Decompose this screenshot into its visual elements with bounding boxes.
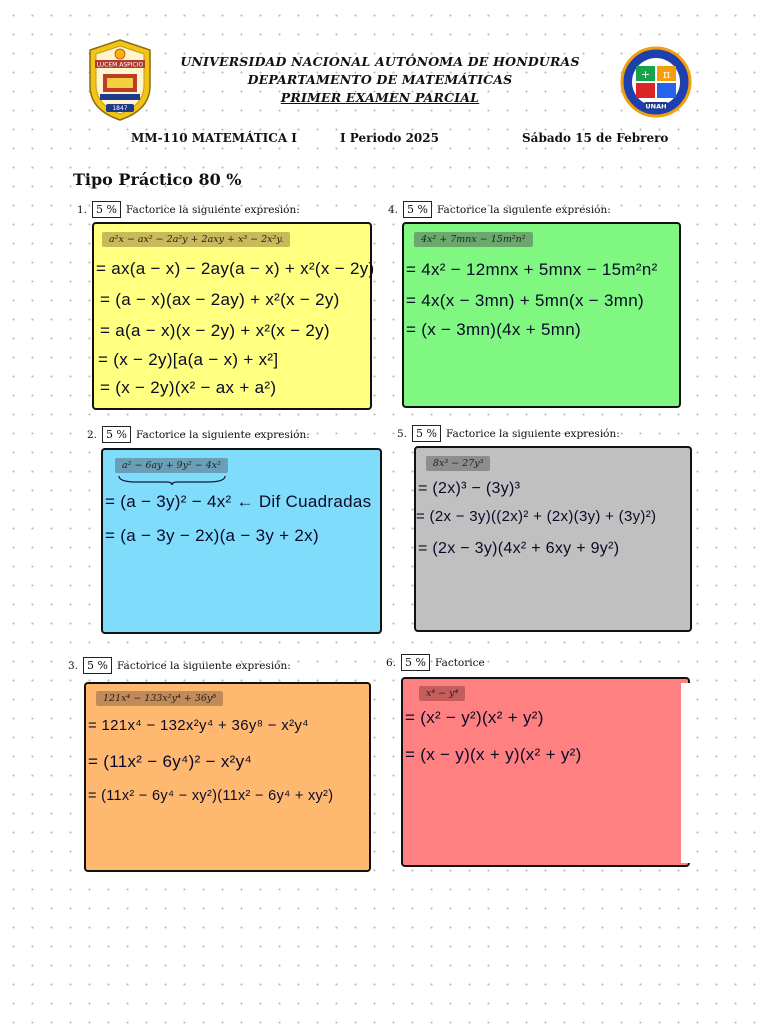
work-line: = (x − 3mn)(4x + 5mn)	[406, 320, 581, 339]
problem-4-header	[388, 201, 611, 218]
work-line: = (a − x)(ax − 2ay) + x²(x − 2y)	[100, 290, 340, 309]
problem-number: 3.	[68, 659, 79, 672]
work-line: = (11x² − 6y⁴ − xy²)(11x² − 6y⁴ + xy²)	[88, 788, 334, 804]
problem-5-header	[397, 425, 620, 442]
problem-expression: a²x − ax² − 2a²y + 2axy + x³ − 2x²y.	[102, 232, 290, 247]
department-name: DEPARTAMENTO DE MATEMÁTICAS	[247, 72, 513, 87]
work-line: = (a − 3y − 2x)(a − 3y + 2x)	[105, 526, 319, 545]
exam-date: Sábado 15 de Febrero	[522, 131, 669, 145]
faculty-seal-icon	[620, 46, 692, 118]
problem-number: 1.	[77, 203, 88, 216]
problem-number: 4.	[388, 203, 399, 216]
problem-prompt: Factorice la siguiente expresión:	[116, 659, 291, 672]
svg-text:1847: 1847	[112, 105, 128, 112]
exam-title: PRIMER EXAMEN PARCIAL	[280, 90, 480, 105]
work-line: = (2x − 3y)(4x² + 6xy + 9y²)	[418, 540, 620, 557]
work-line: = (x − 2y)[a(a − x) + x²]	[98, 350, 279, 369]
section-title: Tipo Práctico 80 %	[73, 170, 242, 189]
points-badge: 5 %	[83, 657, 112, 674]
work-line: = a(a − x)(x − 2y) + x²(x − 2y)	[100, 321, 330, 340]
work-line: = (2x)³ − (3y)³	[418, 480, 521, 497]
problem-2-header	[87, 426, 310, 443]
problem-expression: x⁴ − y⁴	[419, 686, 465, 701]
work-line: = 121x⁴ − 132x²y⁴ + 36y⁸ − x²y⁴	[88, 717, 309, 734]
problem-3-header	[68, 657, 291, 674]
problem-1-header	[77, 201, 300, 218]
problem-expression: 121x⁴ − 133x²y⁴ + 36y⁸	[96, 691, 223, 706]
course-code: MM-110 MATEMÁTICA I	[131, 131, 297, 145]
problem-prompt: Factorice la siguiente expresión:	[445, 427, 620, 440]
points-badge: 5 %	[92, 201, 121, 218]
svg-text:+: +	[640, 68, 651, 81]
answer-box-6	[401, 677, 690, 867]
work-line: = (11x² − 6y⁴)² − x²y⁴	[88, 752, 253, 771]
problem-prompt: Factorice la siguiente expresión:	[436, 203, 611, 216]
work-line: = (2x − 3y)((2x)² + (2x)(3y) + (3y)²)	[416, 508, 657, 525]
work-line: = (x − y)(x + y)(x² + y²)	[405, 745, 582, 764]
university-seal-icon	[86, 38, 154, 122]
work-line: = 4x² − 12mnx + 5mnx − 15m²n²	[406, 260, 658, 279]
university-name: UNIVERSIDAD NACIONAL AUTÓNOMA DE HONDURAS	[180, 54, 580, 69]
answer-box-2	[101, 448, 382, 634]
work-line: = (x − 2y)(x² − ax + a²)	[100, 378, 277, 397]
problem-prompt: Factorice la siguiente expresión:	[135, 428, 310, 441]
svg-text:π: π	[662, 68, 671, 81]
problem-prompt: Factorice	[434, 656, 485, 669]
problem-prompt: Factorice la siguiente expresión:	[125, 203, 300, 216]
problem-expression: 4x² + 7mnx − 15m²n²	[414, 232, 533, 247]
period: I Periodo 2025	[340, 131, 439, 145]
problem-expression: a² − 6ay + 9y² − 4x²	[115, 458, 228, 473]
work-line: = (x² − y²)(x² + y²)	[405, 708, 544, 727]
brace-mark	[117, 474, 227, 486]
problem-number: 2.	[87, 428, 98, 441]
answer-box-5	[414, 446, 692, 632]
work-line: = ax(a − x) − 2ay(a − x) + x²(x − 2y)	[96, 259, 375, 278]
points-badge: 5 %	[102, 426, 131, 443]
answer-box-4	[402, 222, 681, 408]
problem-6-header	[386, 654, 485, 671]
points-badge: 5 %	[401, 654, 430, 671]
problem-number: 6.	[386, 656, 397, 669]
answer-box-3	[84, 682, 371, 872]
work-line: = 4x(x − 3mn) + 5mn(x − 3mn)	[406, 291, 644, 310]
problem-expression: 8x³ − 27y³	[426, 456, 490, 471]
scan-edge	[681, 683, 690, 863]
points-badge: 5 %	[403, 201, 432, 218]
answer-box-1	[92, 222, 375, 410]
svg-text:UNAH: UNAH	[645, 102, 667, 111]
svg-text:LUCEM ASPICIO: LUCEM ASPICIO	[96, 61, 144, 69]
work-line: = (a − 3y)² − 4x² ← Dif Cuadradas	[105, 492, 372, 511]
points-badge: 5 %	[412, 425, 441, 442]
problem-number: 5.	[397, 427, 408, 440]
